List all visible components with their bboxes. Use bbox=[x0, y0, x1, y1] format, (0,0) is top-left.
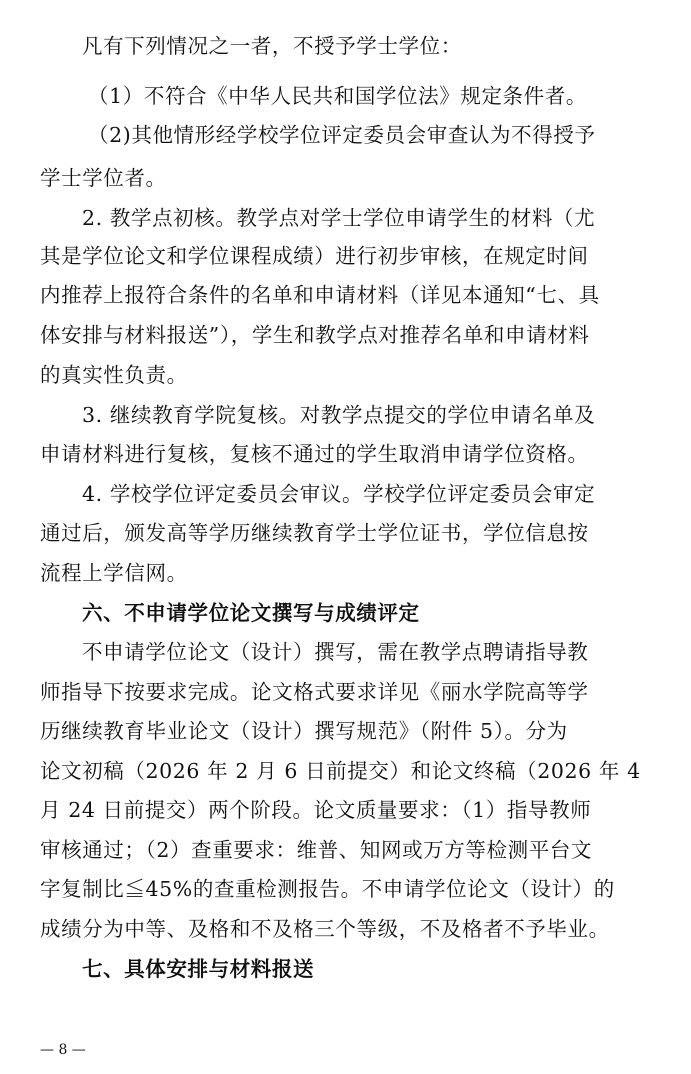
paragraph-line: 历继续教育毕业论文（设计）撰写规范》（附件 5）。分为 bbox=[40, 719, 568, 743]
paragraph-line: 学士学位者。 bbox=[40, 166, 167, 190]
paragraph-line: 不申请学位论文（设计）撰写，需在教学点聘请指导教 bbox=[82, 640, 589, 664]
section-heading: 七、具体安排与材料报送 bbox=[82, 957, 315, 981]
paragraph-line: 内推荐上报符合条件的名单和申请材料（详见本通知“七、具 bbox=[40, 283, 600, 307]
section-heading: 六、不申请学位论文撰写与成绩评定 bbox=[82, 601, 420, 625]
paragraph-line: （1）不符合《中华人民共和国学位法》规定条件者。 bbox=[88, 84, 587, 108]
paragraph-line: 字复制比≦45%的查重检测报告。不申请学位论文（设计）的 bbox=[40, 877, 615, 901]
paragraph-line: 审核通过；（2）查重要求：维普、知网或万方等检测平台文 bbox=[40, 838, 592, 862]
paragraph-line: 师指导下按要求完成。论文格式要求详见《丽水学院高等学 bbox=[40, 680, 589, 704]
paragraph-line: 月 24 日前提交）两个阶段。论文质量要求：（1）指导教师 bbox=[40, 798, 592, 822]
paragraph-line: 通过后，颁发高等学历继续教育学士学位证书，学位信息按 bbox=[40, 521, 589, 545]
paragraph-line: 其是学位论文和学位课程成绩）进行初步审核，在规定时间 bbox=[40, 244, 589, 268]
paragraph-line: 的真实性负责。 bbox=[40, 363, 188, 387]
paragraph-line: 2. 教学点初核。教学点对学士学位申请学生的材料（尤 bbox=[82, 206, 596, 230]
paragraph-line: 凡有下列情况之一者，不授予学士学位： bbox=[82, 34, 462, 58]
paragraph-line: 申请材料进行复核，复核不通过的学生取消申请学位资格。 bbox=[40, 442, 589, 466]
paragraph-line: 体安排与材料报送”），学生和教学点对推荐名单和申请材料 bbox=[40, 323, 590, 347]
paragraph-line: 流程上学信网。 bbox=[40, 561, 188, 585]
paragraph-line: 4. 学校学位评定委员会审议。学校学位评定委员会审定 bbox=[82, 482, 596, 506]
paragraph-line: 成绩分为中等、及格和不及格三个等级，不及格者不予毕业。 bbox=[40, 917, 610, 941]
paragraph-line: 3. 继续教育学院复核。对教学点提交的学位申请名单及 bbox=[82, 403, 596, 427]
paragraph-line: 论文初稿（2026 年 2 月 6 日前提交）和论文终稿（2026 年 4 bbox=[40, 759, 641, 783]
paragraph-line: （2)其他情形经学校学位评定委员会审查认为不得授予 bbox=[88, 123, 596, 147]
page-number: — 8 — bbox=[40, 1042, 86, 1058]
